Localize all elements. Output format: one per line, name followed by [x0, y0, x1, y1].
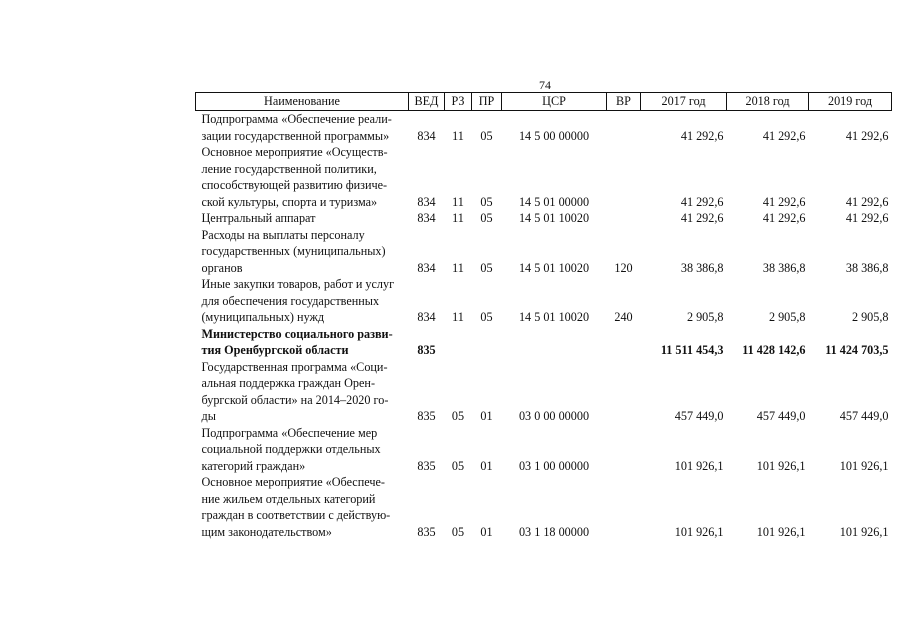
- row-vr: [607, 326, 641, 359]
- page-number: 74: [539, 78, 551, 92]
- header-pr: ПР: [472, 93, 502, 111]
- table-row: [196, 359, 892, 425]
- header-csr: ЦСР: [502, 93, 607, 111]
- row-2017: 41 292,6: [680, 194, 724, 209]
- row-pr: 01: [480, 409, 493, 423]
- row-vr: 240: [614, 310, 633, 324]
- row-2019: 2 905,8: [851, 310, 889, 324]
- row-vr: [607, 359, 641, 425]
- header-name: Наименование: [196, 93, 409, 111]
- row-ved: 834: [417, 194, 436, 209]
- row-2019: 101 926,1: [839, 458, 889, 473]
- row-csr: [502, 326, 607, 359]
- row-csr: 03 1 00 00000: [518, 458, 590, 473]
- row-2017: 41 292,6: [680, 211, 724, 225]
- row-ved: 834: [417, 128, 436, 143]
- row-vr: [607, 144, 641, 210]
- table-row: [196, 144, 892, 210]
- row-rz: 05: [451, 524, 465, 539]
- row-2017: 101 926,1: [674, 524, 724, 539]
- row-vr: [607, 210, 641, 227]
- row-ved: 835: [417, 524, 436, 539]
- row-ved: 835: [417, 343, 436, 357]
- header-vr: ВР: [607, 93, 641, 111]
- row-csr: 14 5 01 10020: [518, 260, 590, 275]
- row-name: Министерство социального разви- тия Оренбургской области: [201, 326, 393, 357]
- row-2018: 101 926,1: [756, 458, 806, 473]
- row-2017: 101 926,1: [674, 458, 724, 473]
- row-name: Основное мероприятие «Обеспече- ние жильем отдельных категорий граждан в соответствии с действую- щим законодательством»: [201, 475, 391, 539]
- header-2019: 2019 год: [809, 93, 892, 111]
- row-rz: 11: [452, 310, 464, 324]
- row-vr: [607, 474, 641, 540]
- row-2017: 41 292,6: [680, 128, 724, 143]
- row-2019: 11 424 703,5: [825, 343, 889, 357]
- row-ved: 835: [417, 458, 436, 473]
- row-2017: 38 386,8: [680, 260, 724, 275]
- row-ved: 834: [417, 310, 436, 324]
- row-2019: 457 449,0: [839, 409, 889, 423]
- row-ved: 834: [417, 211, 436, 225]
- row-2019: 38 386,8: [845, 260, 889, 275]
- row-csr: 14 5 00 00000: [518, 128, 590, 143]
- row-2018: 41 292,6: [762, 194, 806, 209]
- row-ved: 834: [417, 260, 436, 275]
- row-2019: 41 292,6: [845, 194, 889, 209]
- row-pr: 01: [480, 524, 493, 539]
- row-rz: [445, 326, 472, 359]
- row-2017: 457 449,0: [674, 409, 724, 423]
- row-2018: 38 386,8: [762, 260, 806, 275]
- row-rz: 05: [451, 409, 465, 423]
- table-header-row: [196, 93, 892, 111]
- row-csr: 14 5 01 10020: [518, 211, 590, 225]
- row-2017: 11 511 454,3: [660, 343, 724, 357]
- row-pr: 05: [480, 128, 493, 143]
- row-rz: 11: [452, 128, 464, 143]
- row-ved: 835: [417, 409, 436, 423]
- row-csr: 03 1 18 00000: [518, 524, 590, 539]
- row-rz: 11: [452, 211, 464, 225]
- row-name: Расходы на выплаты персоналу государственных (муниципальных) органов: [201, 227, 386, 275]
- row-pr: 05: [480, 194, 493, 209]
- row-rz: 11: [452, 260, 464, 275]
- table-row: [196, 474, 892, 540]
- row-rz: 05: [451, 458, 465, 473]
- row-2018: 2 905,8: [768, 310, 806, 324]
- row-pr: [472, 326, 502, 359]
- header-rz: РЗ: [445, 93, 472, 111]
- header-2018: 2018 год: [727, 93, 809, 111]
- row-2019: 41 292,6: [845, 128, 889, 143]
- row-name: Основное мероприятие «Осуществ- ление государственной политики, способствующей развитию физиче- ской культуры, спорта и туризма»: [201, 145, 388, 209]
- row-pr: 05: [480, 260, 493, 275]
- table-row: [196, 276, 892, 326]
- table-row: [196, 326, 892, 359]
- row-2018: 41 292,6: [762, 128, 806, 143]
- row-2019: 101 926,1: [839, 524, 889, 539]
- row-2018: 41 292,6: [762, 211, 806, 225]
- row-csr: 14 5 01 10020: [518, 310, 590, 324]
- row-pr: 01: [480, 458, 493, 473]
- row-2018: 101 926,1: [756, 524, 806, 539]
- row-pr: 05: [480, 211, 493, 225]
- row-name: Государственная программа «Соци- альная поддержка граждан Орен- бургской области» на 2014–2020 го- ды: [201, 359, 389, 423]
- row-vr: [607, 425, 641, 475]
- row-2018: 457 449,0: [756, 409, 806, 423]
- header-2017: 2017 год: [641, 93, 727, 111]
- row-rz: 11: [452, 194, 464, 209]
- budget-table: [195, 92, 892, 540]
- row-name: Центральный аппарат: [201, 211, 316, 225]
- row-name: Иные закупки товаров, работ и услуг для обеспечения государственных (муниципальных) нужд: [201, 277, 395, 324]
- row-name: Подпрограмма «Обеспечение реали- зации государственной программы»: [201, 112, 392, 143]
- row-name: Подпрограмма «Обеспечение мер социальной поддержки отдельных категорий граждан»: [201, 425, 381, 473]
- row-csr: 03 0 00 00000: [518, 409, 590, 423]
- row-pr: 05: [480, 310, 493, 324]
- row-2017: 2 905,8: [686, 310, 724, 324]
- row-2019: 41 292,6: [845, 211, 889, 225]
- row-csr: 14 5 01 00000: [518, 194, 590, 209]
- table-row: [196, 210, 892, 227]
- row-2018: 11 428 142,6: [742, 343, 806, 357]
- row-vr: [607, 111, 641, 145]
- table-row: [196, 425, 892, 475]
- header-ved: ВЕД: [409, 93, 445, 111]
- row-vr: 120: [614, 260, 633, 275]
- table-row: [196, 111, 892, 145]
- table-row: [196, 227, 892, 277]
